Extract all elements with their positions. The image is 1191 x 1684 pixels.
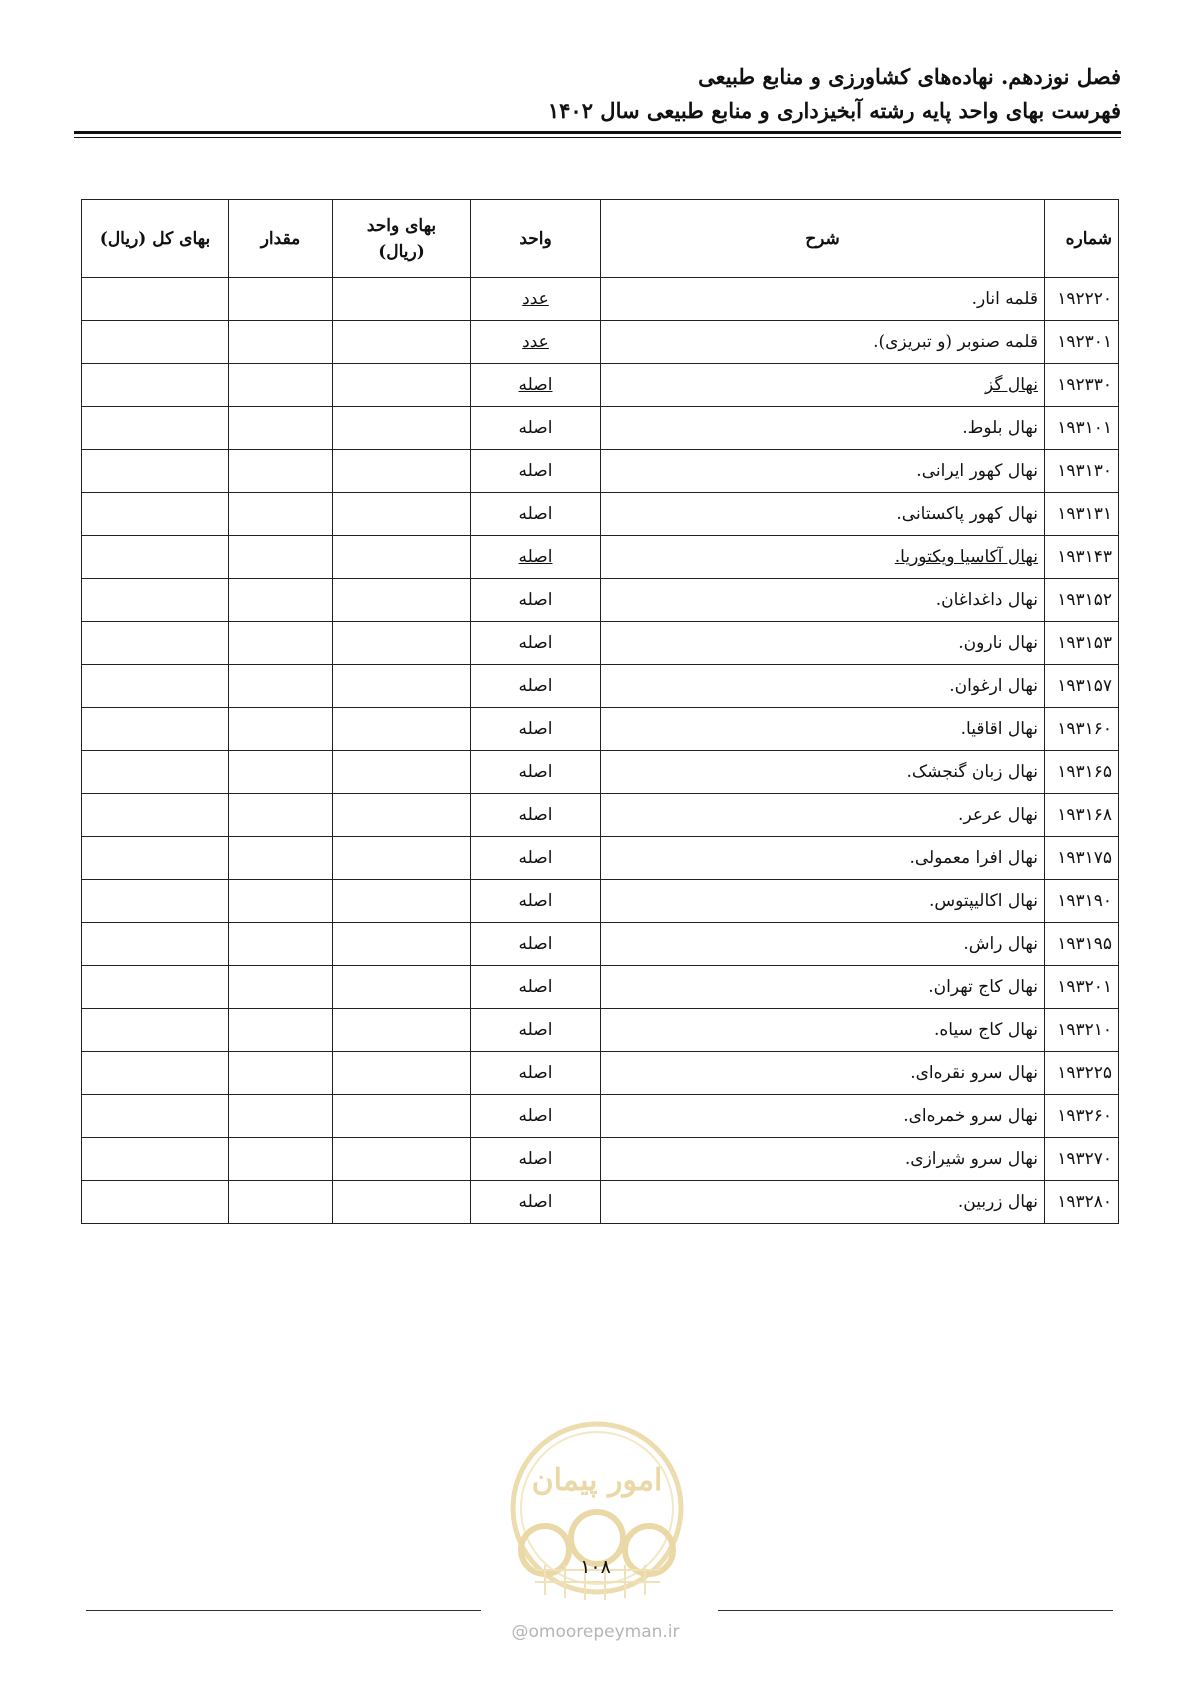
item-description — [601, 708, 1045, 751]
item-description-text: نهال کاج تهران. — [928, 977, 1038, 997]
item-unit-text: اصله — [518, 375, 553, 395]
item-description-text: نهال افرا معمولی. — [909, 848, 1038, 868]
item-description — [601, 321, 1045, 364]
column-header-unit: واحد — [471, 200, 601, 278]
item-unit-text: اصله — [518, 590, 553, 610]
item-number: ۱۹۳۱۰۱ — [1045, 407, 1119, 450]
item-quantity — [229, 665, 333, 708]
item-quantity — [229, 1052, 333, 1095]
item-description-text: نهال عرعر. — [958, 805, 1038, 825]
item-description-text: نهال سرو شیرازی. — [904, 1149, 1038, 1169]
item-number: ۱۹۳۱۳۰ — [1045, 450, 1119, 493]
item-unit-price — [333, 1052, 471, 1095]
table-row — [82, 1009, 1119, 1052]
item-unit-text: اصله — [518, 418, 553, 438]
table-row — [82, 837, 1119, 880]
item-description — [601, 450, 1045, 493]
table-row — [82, 622, 1119, 665]
item-total-price — [82, 278, 229, 321]
item-unit — [471, 493, 601, 536]
item-quantity — [229, 493, 333, 536]
item-description — [601, 966, 1045, 1009]
item-unit-price — [333, 1009, 471, 1052]
item-quantity — [229, 1009, 333, 1052]
item-total-price — [82, 708, 229, 751]
item-quantity — [229, 450, 333, 493]
item-unit-price — [333, 622, 471, 665]
item-quantity — [229, 407, 333, 450]
item-quantity — [229, 1095, 333, 1138]
item-description-text: نهال زربین. — [957, 1192, 1038, 1212]
item-description-text: نهال کاج سیاه. — [933, 1020, 1038, 1040]
item-unit — [471, 321, 601, 364]
footer-rule-left — [86, 1610, 481, 1611]
item-total-price — [82, 751, 229, 794]
item-unit-text: اصله — [518, 762, 553, 782]
item-unit — [471, 923, 601, 966]
item-description-text: نهال زبان گنجشک. — [906, 762, 1038, 782]
table-row — [82, 880, 1119, 923]
item-total-price — [82, 407, 229, 450]
item-description-text: نهال سرو خمره‌ای. — [903, 1106, 1038, 1126]
item-number: ۱۹۳۲۸۰ — [1045, 1181, 1119, 1224]
item-unit-text: عدد — [522, 289, 549, 309]
item-unit-text: اصله — [518, 461, 553, 481]
item-quantity — [229, 364, 333, 407]
item-unit-price — [333, 1138, 471, 1181]
item-description — [601, 1052, 1045, 1095]
item-unit-price — [333, 1181, 471, 1224]
item-description — [601, 536, 1045, 579]
item-total-price — [82, 450, 229, 493]
item-unit — [471, 880, 601, 923]
item-total-price — [82, 321, 229, 364]
item-unit-price — [333, 321, 471, 364]
item-total-price — [82, 1095, 229, 1138]
item-unit-price — [333, 450, 471, 493]
item-number: ۱۹۳۱۵۲ — [1045, 579, 1119, 622]
item-number: ۱۹۳۲۷۰ — [1045, 1138, 1119, 1181]
logo-text: امور پیمان — [531, 1463, 663, 1498]
page-number: ۱۰۸ — [580, 1556, 611, 1578]
item-description-text: نهال نارون. — [958, 633, 1038, 653]
item-description-text: نهال کهور پاکستانی. — [896, 504, 1038, 524]
item-unit-text: اصله — [518, 676, 553, 696]
table-row — [82, 708, 1119, 751]
item-unit-text: اصله — [518, 504, 553, 524]
item-unit-price — [333, 1095, 471, 1138]
item-description-text: نهال داغداغان. — [935, 590, 1038, 610]
item-unit — [471, 622, 601, 665]
page-header — [74, 60, 1121, 128]
item-total-price — [82, 1138, 229, 1181]
item-description — [601, 278, 1045, 321]
item-unit-text: اصله — [518, 977, 553, 997]
item-number: ۱۹۳۱۹۵ — [1045, 923, 1119, 966]
item-unit-price — [333, 880, 471, 923]
table-row — [82, 579, 1119, 622]
item-description-text: نهال ارغوان. — [949, 676, 1038, 696]
item-unit-price — [333, 794, 471, 837]
item-unit — [471, 794, 601, 837]
item-description — [601, 579, 1045, 622]
table-row — [82, 407, 1119, 450]
item-total-price — [82, 1181, 229, 1224]
item-number: ۱۹۳۱۳۱ — [1045, 493, 1119, 536]
item-total-price — [82, 579, 229, 622]
table-row — [82, 1052, 1119, 1095]
item-unit-price — [333, 278, 471, 321]
item-unit-text: اصله — [518, 719, 553, 739]
header-rule-thick — [74, 131, 1121, 134]
item-number: ۱۹۳۱۷۵ — [1045, 837, 1119, 880]
footer-rule-right — [718, 1610, 1113, 1611]
item-description-text: نهال اقاقیا. — [960, 719, 1038, 739]
item-quantity — [229, 880, 333, 923]
table-row — [82, 321, 1119, 364]
item-quantity — [229, 751, 333, 794]
item-number: ۱۹۲۳۰۱ — [1045, 321, 1119, 364]
item-description — [601, 665, 1045, 708]
item-description — [601, 880, 1045, 923]
item-description — [601, 622, 1045, 665]
item-quantity — [229, 278, 333, 321]
item-total-price — [82, 622, 229, 665]
item-unit-text: اصله — [518, 848, 553, 868]
table-row — [82, 450, 1119, 493]
item-unit — [471, 837, 601, 880]
item-unit — [471, 1181, 601, 1224]
item-quantity — [229, 923, 333, 966]
item-unit — [471, 1009, 601, 1052]
item-description — [601, 493, 1045, 536]
item-quantity — [229, 1181, 333, 1224]
item-unit — [471, 579, 601, 622]
column-header-quantity: مقدار — [229, 200, 333, 278]
item-description — [601, 1009, 1045, 1052]
table-row — [82, 493, 1119, 536]
item-unit-price — [333, 536, 471, 579]
item-number: ۱۹۳۱۴۳ — [1045, 536, 1119, 579]
item-number: ۱۹۳۲۰۱ — [1045, 966, 1119, 1009]
table-row — [82, 1138, 1119, 1181]
price-table — [81, 199, 1119, 1224]
item-unit-text: اصله — [518, 805, 553, 825]
table-row — [82, 794, 1119, 837]
item-unit — [471, 407, 601, 450]
item-description-text: نهال کهور ایرانی. — [916, 461, 1038, 481]
item-total-price — [82, 837, 229, 880]
item-unit-text: اصله — [518, 1063, 553, 1083]
item-unit-text: اصله — [518, 891, 553, 911]
item-unit-text: اصله — [518, 1020, 553, 1040]
column-header-unit-price — [333, 200, 471, 278]
item-unit — [471, 1138, 601, 1181]
item-unit-text: اصله — [518, 1149, 553, 1169]
unit-price-currency: (ریال) — [378, 241, 425, 262]
item-unit-price — [333, 708, 471, 751]
item-unit-price — [333, 665, 471, 708]
table-row — [82, 278, 1119, 321]
item-total-price — [82, 880, 229, 923]
table-row — [82, 751, 1119, 794]
table-body — [82, 278, 1119, 1224]
item-unit — [471, 1052, 601, 1095]
item-description-text: نهال راش. — [963, 934, 1038, 954]
item-description-text: نهال اکالیپتوس. — [928, 891, 1038, 911]
item-unit — [471, 966, 601, 1009]
item-number: ۱۹۳۱۶۸ — [1045, 794, 1119, 837]
item-unit-price — [333, 407, 471, 450]
item-quantity — [229, 622, 333, 665]
item-description — [601, 364, 1045, 407]
table-header-row — [82, 200, 1119, 278]
item-quantity — [229, 579, 333, 622]
item-total-price — [82, 794, 229, 837]
table-row — [82, 923, 1119, 966]
item-total-price — [82, 493, 229, 536]
item-description — [601, 923, 1045, 966]
table-row — [82, 1095, 1119, 1138]
item-description — [601, 1095, 1045, 1138]
item-total-price — [82, 536, 229, 579]
item-unit — [471, 751, 601, 794]
item-number: ۱۹۳۲۲۵ — [1045, 1052, 1119, 1095]
item-unit — [471, 364, 601, 407]
item-number: ۱۹۲۳۳۰ — [1045, 364, 1119, 407]
item-quantity — [229, 966, 333, 1009]
item-description-text: نهال سرو نقره‌ای. — [910, 1063, 1038, 1083]
item-unit — [471, 708, 601, 751]
item-unit-price — [333, 364, 471, 407]
item-unit-price — [333, 923, 471, 966]
item-unit — [471, 536, 601, 579]
item-unit-text: اصله — [518, 633, 553, 653]
item-number: ۱۹۳۱۵۷ — [1045, 665, 1119, 708]
item-number: ۱۹۳۱۹۰ — [1045, 880, 1119, 923]
item-unit-price — [333, 751, 471, 794]
item-unit — [471, 1095, 601, 1138]
item-number: ۱۹۲۲۲۰ — [1045, 278, 1119, 321]
item-description-text: قلمه انار. — [971, 289, 1038, 309]
table-row — [82, 364, 1119, 407]
item-number: ۱۹۳۱۶۰ — [1045, 708, 1119, 751]
column-header-number: شماره — [1045, 200, 1119, 278]
item-quantity — [229, 321, 333, 364]
item-total-price — [82, 665, 229, 708]
column-header-description: شرح — [601, 200, 1045, 278]
item-total-price — [82, 364, 229, 407]
item-unit-price — [333, 966, 471, 1009]
item-unit-text: اصله — [518, 547, 553, 567]
item-quantity — [229, 794, 333, 837]
item-description — [601, 1138, 1045, 1181]
item-total-price — [82, 1009, 229, 1052]
item-total-price — [82, 923, 229, 966]
item-quantity — [229, 1138, 333, 1181]
item-description-text: نهال آکاسیا ویکتوریا. — [894, 547, 1038, 567]
item-unit — [471, 665, 601, 708]
item-description — [601, 794, 1045, 837]
table-row — [82, 966, 1119, 1009]
price-list-title: فهرست بهای واحد پایه رشته آبخیزداری و منابع طبیعی سال ۱۴۰۲ — [547, 98, 1121, 123]
item-unit-text: اصله — [518, 1106, 553, 1126]
item-description — [601, 407, 1045, 450]
item-unit-text: عدد — [522, 332, 549, 352]
item-unit-price — [333, 579, 471, 622]
item-unit — [471, 278, 601, 321]
item-description — [601, 1181, 1045, 1224]
item-quantity — [229, 708, 333, 751]
table-row — [82, 1181, 1119, 1224]
item-total-price — [82, 1052, 229, 1095]
item-description — [601, 751, 1045, 794]
item-unit — [471, 450, 601, 493]
watermark-site: @omoorepeyman.ir — [511, 1622, 680, 1642]
item-quantity — [229, 536, 333, 579]
item-quantity — [229, 837, 333, 880]
item-number: ۱۹۳۱۶۵ — [1045, 751, 1119, 794]
item-description — [601, 837, 1045, 880]
item-description-text: نهال بلوط. — [962, 418, 1038, 438]
item-unit-text: اصله — [518, 1192, 553, 1212]
header-rule-thin — [74, 137, 1121, 138]
item-unit-price — [333, 493, 471, 536]
item-description-text: نهال گز — [985, 375, 1038, 395]
item-unit-text: اصله — [518, 934, 553, 954]
table-row — [82, 665, 1119, 708]
item-number: ۱۹۳۱۵۳ — [1045, 622, 1119, 665]
omoor-peyman-watermark-logo — [505, 1420, 690, 1615]
chapter-title: فصل نوزدهم. نهاده‌های کشاورزی و منابع طبیعی — [698, 64, 1121, 89]
item-description-text: قلمه صنوبر (و تبریزی). — [873, 332, 1038, 352]
item-number: ۱۹۳۲۶۰ — [1045, 1095, 1119, 1138]
table-row — [82, 536, 1119, 579]
item-number: ۱۹۳۲۱۰ — [1045, 1009, 1119, 1052]
item-total-price — [82, 966, 229, 1009]
column-header-total-price: بهای کل (ریال) — [82, 200, 229, 278]
item-unit-price — [333, 837, 471, 880]
unit-price-label: بهای واحد — [366, 215, 437, 236]
